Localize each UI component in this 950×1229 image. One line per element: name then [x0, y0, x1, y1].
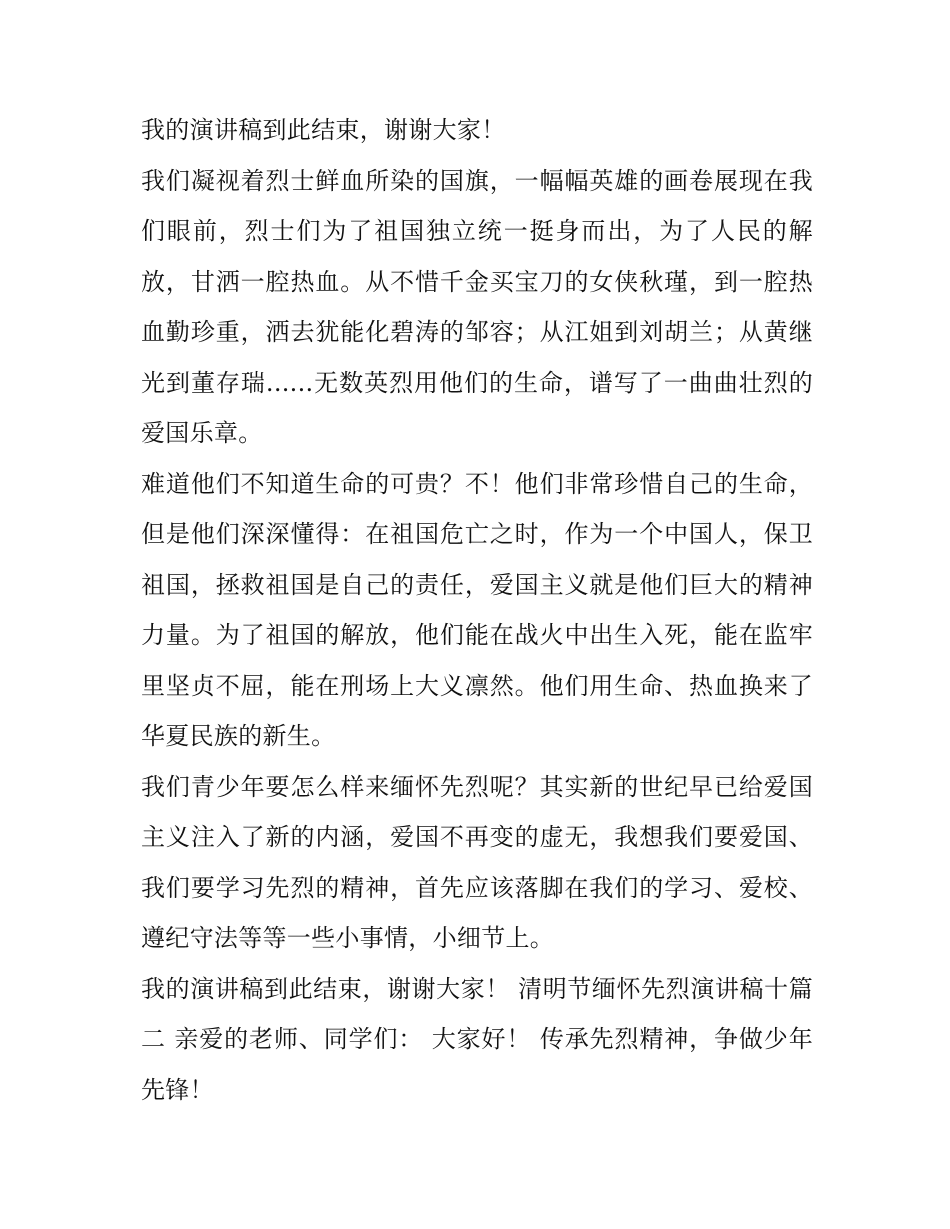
document-body	[141, 105, 813, 1115]
paragraph-closing: 我的演讲稿到此结束，谢谢大家！	[141, 116, 506, 144]
paragraph-value-of-life: 难道他们不知道生命的可贵？不！他们非常珍惜自己的生命，但是他们深深懂得：在祖国危亡之时，作为一个中国人，保卫祖国，拯救祖国是自己的责任，爱国主义就是他们巨大的精神力量。为了祖国的解放，他们能在战火中出生入死，能在监牢里坚贞不屈，能在刑场上大义凛然。他们用生命、热血换来了华夏民族的新生。	[141, 469, 813, 750]
paragraph-martyrs: 我们凝视着烈士鲜血所染的国旗，一幅幅英雄的画卷展现在我们眼前，烈士们为了祖国独立统一挺身而出，为了人民的解放，甘洒一腔热血。从不惜千金买宝刀的女侠秋瑾，到一腔热血勤珍重，洒去犹能化碧涛的邹容；从江姐到刘胡兰；从黄继光到董存瑞......无数英烈用他们的生命，谱写了一曲曲壮烈的爱国乐章。	[141, 166, 813, 447]
paragraph-youth: 我们青少年要怎么样来缅怀先烈呢？其实新的世纪早已给爱国主义注入了新的内涵，爱国不再变的虚无，我想我们要爱国、我们要学习先烈的精神，首先应该落脚在我们的学习、爱校、遵纪守法等等一些小事情，小细节上。	[141, 772, 813, 952]
paragraph-next-speech: 我的演讲稿到此结束，谢谢大家！ 清明节缅怀先烈演讲稿十篇二 亲爱的老师、同学们： 大家好！ 传承先烈精神，争做少年先锋！	[141, 974, 813, 1104]
